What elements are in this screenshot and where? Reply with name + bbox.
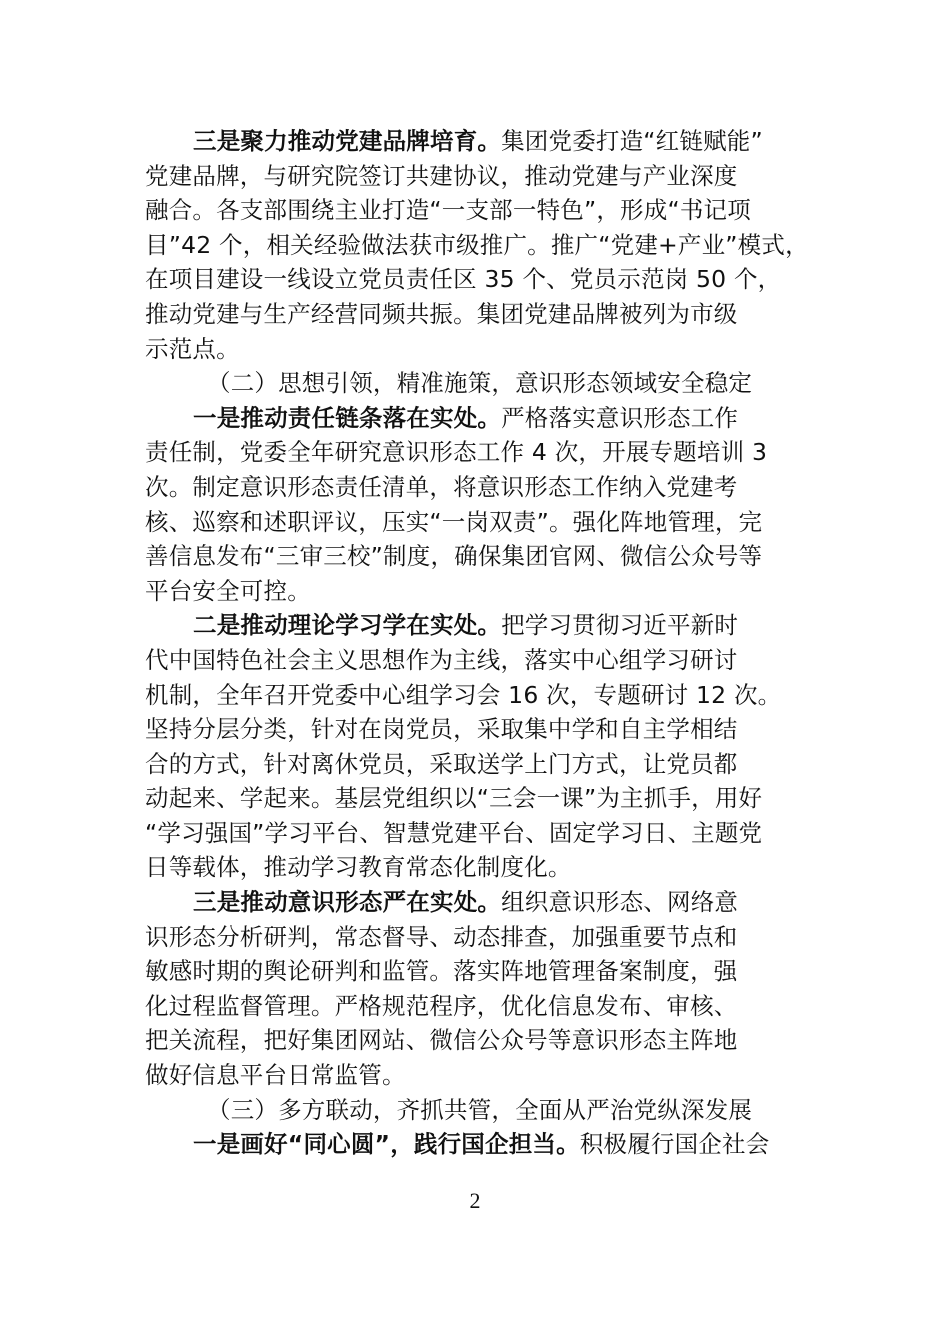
paragraph-line: 敏感时期的舆论研判和监管。落实阵地管理备案制度，强 — [145, 957, 738, 986]
paragraph-line: 核、巡察和述职评议，压实“一岗双责”。强化阵地管理，完 — [145, 507, 763, 536]
paragraph-lead: 一是画好“同心圆”，践行国企担当。 — [193, 1130, 580, 1159]
paragraph-line: 党建品牌，与研究院签订共建协议，推动党建与产业深度 — [145, 161, 738, 190]
paragraph-lead: 二是推动理论学习学在实处。 — [193, 611, 502, 640]
paragraph-line: 合的方式，针对离休党员，采取送学上门方式，让党员都 — [145, 749, 738, 778]
paragraph-line: 示范点。 — [145, 334, 240, 363]
paragraph-line: “学习强国”学习平台、智慧党建平台、固定学习日、主题党 — [145, 818, 763, 847]
paragraph-line: 动起来、学起来。基层党组织以“三会一课”为主抓手，用好 — [145, 784, 763, 813]
paragraph-line: 在项目建设一线设立党员责任区 35 个、党员示范岗 50 个， — [145, 265, 782, 294]
paragraph-line: 二是推动理论学习学在实处。把学习贯彻习近平新时 — [193, 611, 739, 640]
paragraph-lead: 三是推动意识形态严在实处。 — [193, 888, 502, 917]
page-number: 2 — [469, 1188, 481, 1213]
paragraph-line: 责任制，党委全年研究意识形态工作 4 次，开展专题培训 3 — [145, 438, 768, 467]
paragraph-line: 一是推动责任链条落在实处。严格落实意识形态工作 — [193, 403, 739, 432]
paragraph-line: 推动党建与生产经营同频共振。集团党建品牌被列为市级 — [145, 299, 738, 328]
paragraph-line: 善信息发布“三审三校”制度，确保集团官网、微信公众号等 — [145, 542, 763, 571]
paragraph-line: 一是画好“同心圆”，践行国企担当。积极履行国企社会 — [193, 1130, 770, 1159]
paragraph-line: 三是聚力推动党建品牌培育。集团党委打造“红链赋能” — [193, 127, 763, 155]
document-body — [145, 124, 835, 1162]
paragraph-line: 平台安全可控。 — [145, 576, 311, 605]
paragraph-lead: 三是聚力推动党建品牌培育。 — [193, 127, 502, 155]
paragraph-line: 三是推动意识形态严在实处。组织意识形态、网络意 — [193, 888, 739, 917]
section-subheading: （三）多方联动，齐抓共管，全面从严治党纵深发展 — [207, 1095, 753, 1124]
paragraph-line: 化过程监督管理。严格规范程序，优化信息发布、审核、 — [145, 991, 738, 1020]
paragraph-lead: 一是推动责任链条落在实处。 — [193, 403, 502, 432]
paragraph-line: 日等载体，推动学习教育常态化制度化。 — [145, 853, 572, 882]
paragraph-line: 目”42 个，相关经验做法获市级推广。推广“党建+产业”模式， — [145, 230, 809, 259]
paragraph-line: 融合。各支部围绕主业打造“一支部一特色”，形成“书记项 — [145, 196, 751, 225]
paragraph-line: 机制，全年召开党委中心组学习会 16 次，专题研讨 12 次。 — [145, 680, 782, 709]
paragraph-line: 识形态分析研判，常态督导、动态排查，加强重要节点和 — [145, 922, 738, 951]
paragraph-line: 代中国特色社会主义思想作为主线，落实中心组学习研讨 — [145, 645, 738, 674]
section-subheading: （二）思想引领，精准施策，意识形态领域安全稳定 — [207, 369, 753, 398]
paragraph-line: 次。制定意识形态责任清单，将意识形态工作纳入党建考 — [145, 472, 738, 501]
paragraph-line: 坚持分层分类，针对在岗党员，采取集中学和自主学相结 — [145, 715, 738, 744]
paragraph-line: 做好信息平台日常监管。 — [145, 1061, 406, 1090]
paragraph-line: 把关流程，把好集团网站、微信公众号等意识形态主阵地 — [145, 1026, 738, 1055]
